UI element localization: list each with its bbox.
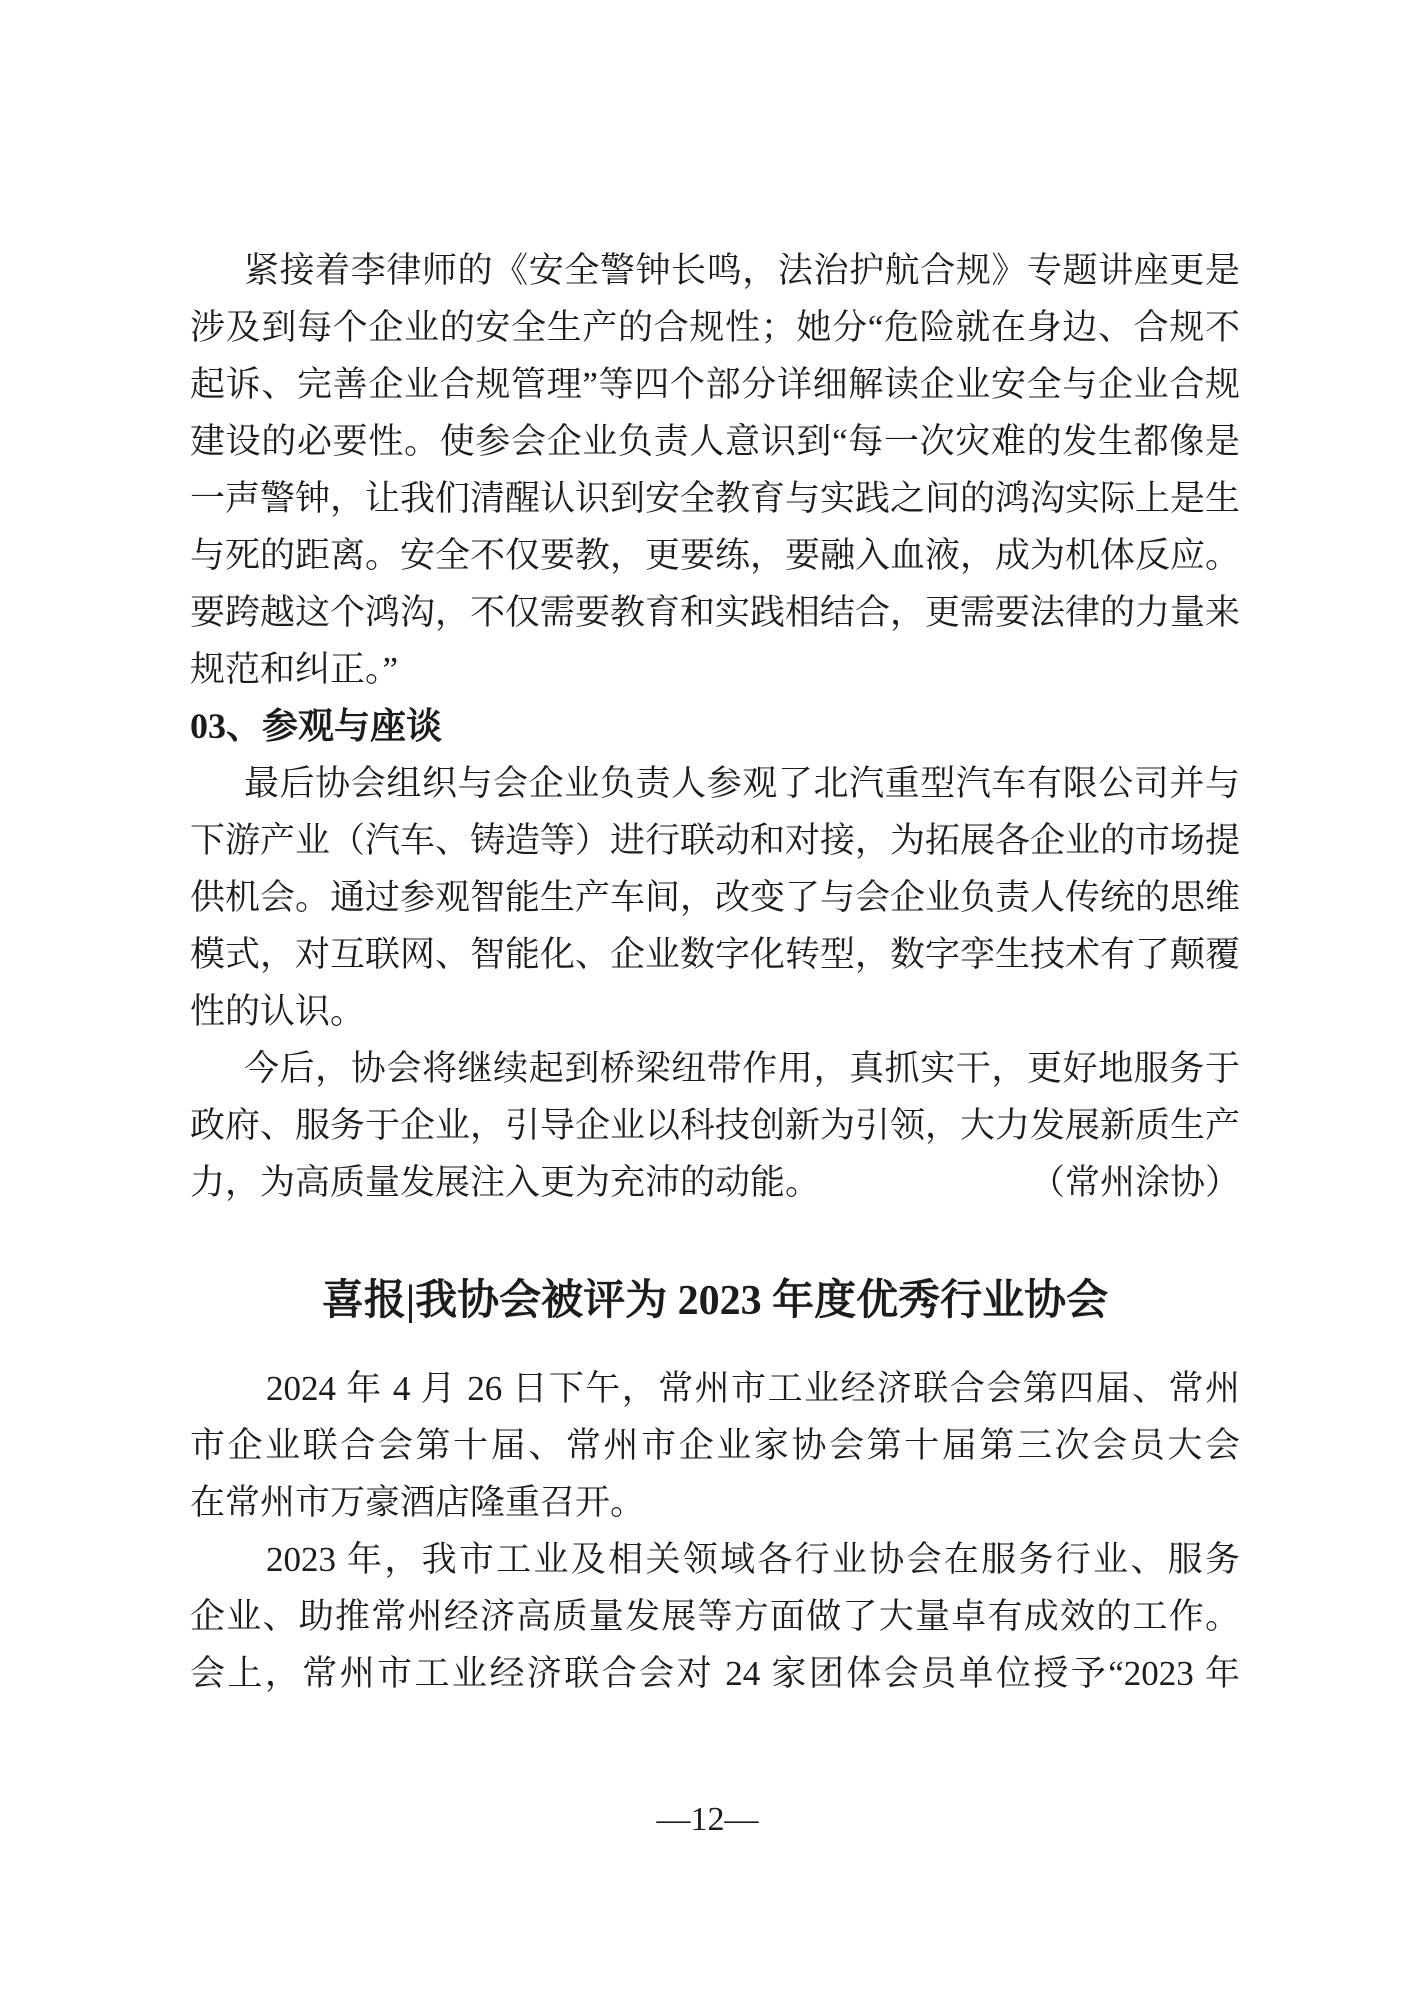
text-line: 规范和纠正。”: [190, 650, 399, 689]
text-line: 起诉、完善企业合规管理”等四个部分详细解读企业安全与企业合规: [190, 365, 1240, 404]
text-line: 最后协会组织与会企业负责人参观了北汽重型汽车有限公司并与: [244, 764, 1240, 803]
page-number: —12—: [656, 1801, 759, 1838]
text-line: 涉及到每个企业的安全生产的合规性；她分“危险就在身边、合规不: [190, 308, 1240, 347]
text-line: 企业、助推常州经济高质量发展等方面做了大量卓有成效的工作。: [190, 1597, 1240, 1636]
text-line: 模式，对互联网、智能化、企业数字化转型，数字孪生技术有了颠覆: [190, 935, 1241, 974]
text-line: 今后，协会将继续起到桥梁纽带作用，真抓实干，更好地服务于: [244, 1049, 1240, 1088]
text-line: 在常州市万豪酒店隆重召开。: [190, 1483, 646, 1522]
text-line: 建设的必要性。使参会企业负责人意识到“每一次灾难的发生都像是: [190, 422, 1240, 461]
text-line: 紧接着李律师的《安全警钟长鸣，法治护航合规》专题讲座更是: [244, 251, 1240, 290]
text-line: 会上，常州市工业经济联合会对 24 家团体会员单位授予“2023 年: [190, 1654, 1240, 1693]
article-body: [190, 242, 1240, 1702]
text-line: 下游产业（汽车、铸造等）进行联动和对接，为拓展各企业的市场提: [190, 821, 1241, 860]
text-line: 政府、服务于企业，引导企业以科技创新为引领，大力发展新质生产: [190, 1106, 1241, 1145]
paragraph-meeting-held: [190, 1360, 1240, 1531]
text-line: 供机会。通过参观智能生产车间，改变了与会企业负责人传统的思维: [190, 878, 1241, 917]
attribution: （常州涂协）: [1029, 1163, 1240, 1202]
text-line: 与死的距离。安全不仅要教，更要练，要融入血液，成为机体反应。: [190, 536, 1241, 575]
paragraph-award-context: [190, 1531, 1240, 1702]
award-heading: 喜报|我协会被评为 2023 年度优秀行业协会: [321, 1278, 1109, 1324]
paragraph-factory-visit: [190, 755, 1240, 1040]
text-line: 性的认识。: [190, 992, 366, 1031]
text-line: 2023 年，我市工业及相关领域各行业协会在服务行业、服务: [266, 1540, 1240, 1579]
text-line: 市企业联合会第十届、常州市企业家协会第十届第三次会员大会: [190, 1426, 1240, 1465]
text-line: 2024 年 4 月 26 日下午，常州市工业经济联合会第四届、常州: [266, 1369, 1240, 1408]
text-line: 一声警钟，让我们清醒认识到安全教育与实践之间的鸿沟实际上是生: [190, 479, 1241, 518]
paragraph-lecture-compliance: [190, 242, 1240, 698]
text-line: [190, 1154, 1240, 1211]
paragraph-outlook: [190, 1040, 1240, 1211]
section-heading-visit-symposium: 03、参观与座谈: [190, 706, 443, 746]
text-line: 要跨越这个鸿沟，不仅需要教育和实践相结合，更需要法律的力量来: [190, 593, 1241, 632]
closing-sentence: 力，为高质量发展注入更为充沛的动能。: [190, 1163, 821, 1202]
